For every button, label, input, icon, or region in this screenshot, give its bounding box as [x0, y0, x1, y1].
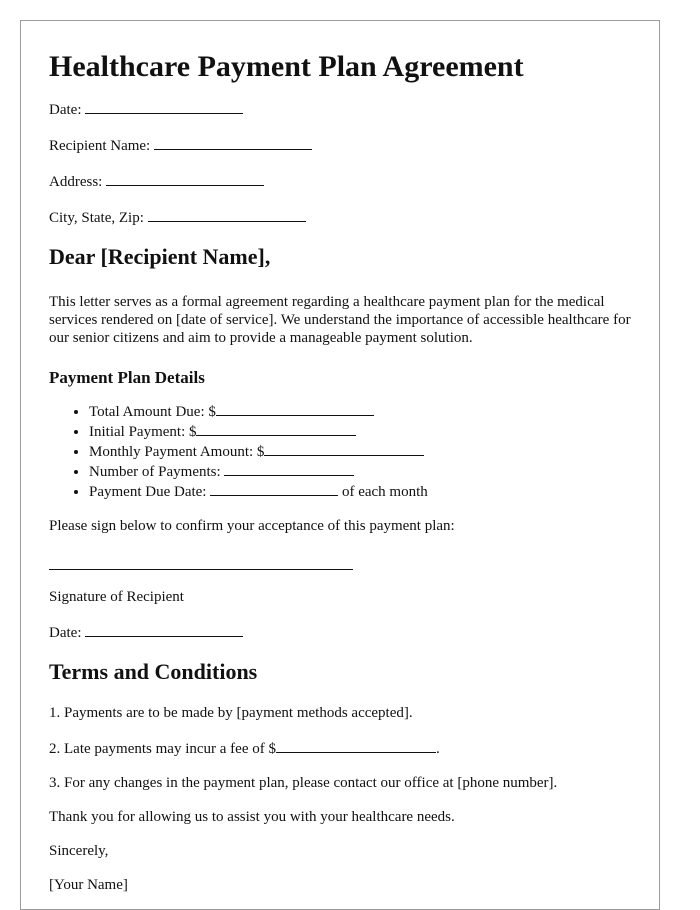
- signature-label: Signature of Recipient: [49, 589, 184, 605]
- payment-details-heading: Payment Plan Details: [49, 368, 205, 387]
- monthly-payment-blank[interactable]: [264, 441, 424, 456]
- closing-thanks: Thank you for allowing us to assist you with your healthcare needs.: [49, 809, 455, 825]
- due-date-label: Payment Due Date:: [89, 484, 207, 500]
- list-item-total-amount: [89, 401, 631, 421]
- document-title: Healthcare Payment Plan Agreement: [49, 50, 524, 83]
- terms-item-3: 3. For any changes in the payment plan, please contact our office at [phone number].: [49, 775, 558, 791]
- list-item-due-date: [89, 481, 631, 501]
- terms-item-2: [49, 738, 631, 758]
- address-field: [49, 171, 631, 191]
- initial-payment-label: Initial Payment: $: [89, 424, 197, 440]
- monthly-payment-label: Monthly Payment Amount: $: [89, 444, 265, 460]
- number-of-payments-label: Number of Payments:: [89, 464, 221, 480]
- terms-heading: Terms and Conditions: [49, 659, 258, 684]
- signature-date-blank[interactable]: [85, 622, 243, 637]
- date-label: Date:: [49, 102, 82, 118]
- confirm-text: Please sign below to confirm your acceptance of this payment plan:: [49, 518, 455, 534]
- number-of-payments-blank[interactable]: [224, 461, 354, 476]
- total-amount-blank[interactable]: [216, 401, 374, 416]
- recipient-name-field: [49, 135, 631, 155]
- list-item-initial-payment: [89, 421, 631, 441]
- terms-item-2-suffix: .: [436, 741, 440, 757]
- due-date-suffix: of each month: [341, 484, 428, 500]
- list-item-number-of-payments: [89, 461, 631, 481]
- closing-name: [Your Name]: [49, 877, 128, 893]
- list-item-monthly-payment: [89, 441, 631, 461]
- city-state-zip-label: City, State, Zip:: [49, 210, 144, 226]
- terms-item-1: 1. Payments are to be made by [payment methods accepted].: [49, 705, 413, 721]
- closing-sincerely: Sincerely,: [49, 843, 109, 859]
- total-amount-label: Total Amount Due: $: [89, 404, 216, 420]
- city-state-zip-blank[interactable]: [148, 207, 306, 222]
- late-fee-blank[interactable]: [276, 738, 436, 753]
- city-state-zip-field: [49, 207, 631, 227]
- date-blank[interactable]: [85, 99, 243, 114]
- initial-payment-blank[interactable]: [196, 421, 356, 436]
- letter-page: [20, 20, 660, 910]
- signature-line[interactable]: [49, 555, 353, 570]
- signature-date-label: Date:: [49, 625, 82, 641]
- address-blank[interactable]: [106, 171, 264, 186]
- recipient-name-label: Recipient Name:: [49, 138, 151, 154]
- payment-details-list: [49, 401, 631, 501]
- recipient-name-blank[interactable]: [154, 135, 312, 150]
- address-label: Address:: [49, 174, 103, 190]
- salutation: Dear [Recipient Name],: [49, 244, 271, 269]
- due-date-blank[interactable]: [210, 481, 338, 496]
- signature-date-field: [49, 622, 631, 642]
- terms-item-2-text: 2. Late payments may incur a fee of $: [49, 741, 276, 757]
- date-field: [49, 99, 631, 119]
- intro-paragraph: This letter serves as a formal agreement regarding a healthcare payment plan for the medical services rendered on [date of service]. We understand the importance of accessible healthcare for our senior citizens and aim to provide a manageable payment solution.: [49, 294, 631, 346]
